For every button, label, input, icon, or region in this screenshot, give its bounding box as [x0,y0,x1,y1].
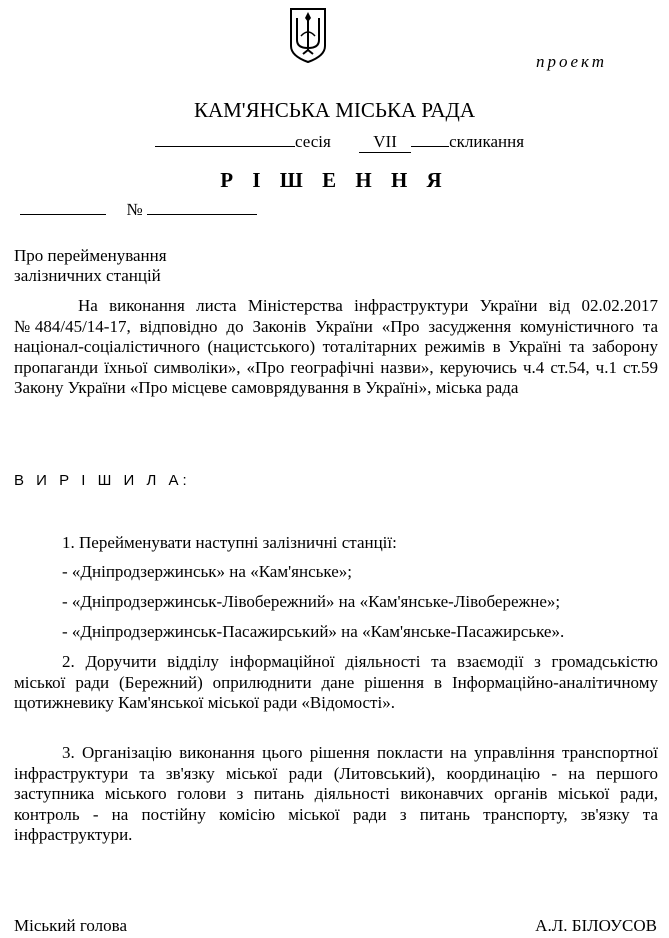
session-blank [155,132,295,147]
preamble-paragraph: На виконання листа Міністерства інфраструктури України від 02.02.2017 №484/45/14-17, відповідно до Законів України «Про засудження комуністичного та націонал-соціалістичного (нацистського) тоталітарних режимів в Україні та заборону пропаганди їхньої символіки», «Про географічні назви», керуючись ч.4 ст.54, ч.1 ст.59 Закону України «Про місцеве самоврядування в Україні», міська рада [14,296,658,397]
subject-block [14,246,167,286]
convocation-number: VII [359,132,411,153]
subject-line-1: Про перейменування [14,246,167,265]
convocation-blank [411,132,449,147]
number-sign: № [126,200,143,219]
document-title: Р І Ш Е Н Н Я [220,168,449,192]
signatory-name: А.Л. БІЛОУСОВ [535,916,657,935]
date-blank [20,200,106,215]
rename-item: - «Дніпродзержинськ-Лівобережний» на «Кам'янське-Лівобережне»; [62,592,561,611]
subject-line-2: залізничних станцій [14,266,161,285]
decision-item-2: 2. Доручити відділу інформаційної діяльності та взаємодії з громадськістю міської ради (Бережний) оприлюднити дане рішення в Інформаційно-аналітичному щотижневику Кам'янської міської ради «Відомості». [14,652,658,712]
decision-item-1: 1. Перейменувати наступні залізничні станції: [62,533,397,552]
signatory-position: Міський голова [14,916,127,935]
decision-item-3: 3. Організацію виконання цього рішення покласти на управління транспортної інфраструктури та зв'язку міської ради (Литовський), координацію - на першого заступника міського голови з питань діяльності виконавчих органів міської ради, контроль - на постійну комісію міської ради з питань транспорту, зв'язку та інфраструктури. [14,743,658,844]
trident-coat-of-arms-icon [288,6,328,64]
session-word: сесія [295,132,331,151]
project-label: проект [535,52,607,71]
convocation-word: скликання [449,132,525,151]
council-name: КАМ'ЯНСЬКА МІСЬКА РАДА [193,98,476,122]
date-number-line [20,200,257,220]
number-blank [147,200,257,215]
session-line [155,132,524,153]
decided-heading: В И Р І Ш И Л А: [14,472,191,489]
rename-item: - «Дніпродзержинськ» на «Кам'янське»; [62,562,352,581]
rename-item: - «Дніпродзержинськ-Пасажирський» на «Кам'янське-Пасажирське». [62,622,565,641]
